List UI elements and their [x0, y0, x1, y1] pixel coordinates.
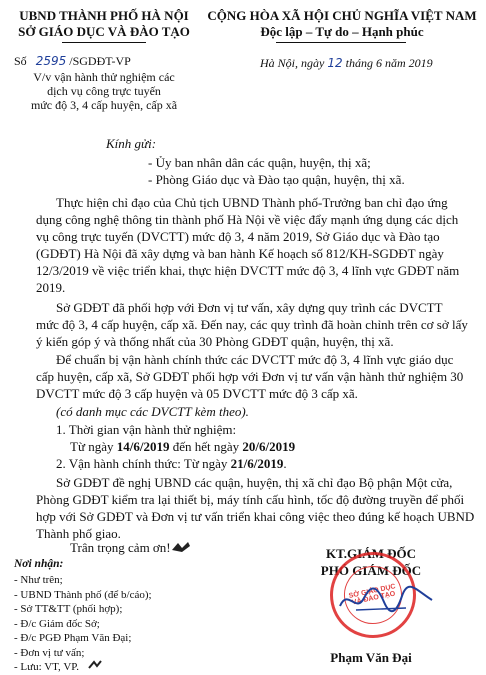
item-1-mid: đến hết ngày	[169, 439, 243, 454]
p4-line: Sở GDĐT đề nghị UBND các quận, huyện, thị xã chỉ đạo Bộ phận Một cửa,	[56, 475, 453, 490]
recipients-list-item: - Đ/c Giám đốc Sở;	[14, 617, 100, 630]
signer-name: Phạm Văn Đại	[330, 650, 412, 665]
p2-line: mức độ 3, 4 cấp huyện, cấp xã. Đến nay, các quy trình đã hoàn chỉnh trên cơ sở lấy	[36, 317, 468, 332]
paragraph-1	[36, 194, 472, 296]
number-handwritten: 2595	[35, 54, 67, 68]
issuer-authority: UBND THÀNH PHỐ HÀ NỘI	[19, 8, 189, 23]
subject-line-2: dịch vụ công trực tuyến	[47, 84, 161, 98]
closing-thanks: Trân trọng cảm ơn!	[70, 540, 171, 555]
handwritten-signature-icon	[336, 580, 436, 620]
paragraph-4	[36, 474, 475, 542]
date-prefix: Hà Nội, ngày	[260, 56, 325, 70]
p1-line: vụ công trực tuyến (DVCTT) mức độ 3, 4 năm 2019, Sở Giáo dục và Đào tạo	[36, 229, 440, 244]
attachment-note: (có danh mục các DVCTT kèm theo).	[56, 404, 249, 419]
ink-mark-icon	[88, 660, 102, 670]
nation-title: CỘNG HÒA XÃ HỘI CHỦ NGHĨA VIỆT NAM	[207, 8, 477, 23]
number-prefix: Số	[14, 54, 27, 68]
ink-mark-icon	[170, 540, 192, 554]
subject-line-3: mức độ 3, 4 cấp huyện, cấp xã	[30, 98, 178, 112]
item-1-pre: Từ ngày	[70, 439, 117, 454]
recipients-list-item: - UBND Thành phố (để b/cáo);	[14, 588, 152, 601]
recipient-2: - Phòng Giáo dục và Đào tạo quận, huyện, thị xã.	[148, 172, 405, 187]
p4-line: hợp với Sở GDĐT và Đơn vị tư vấn triển khai công việc theo đúng kế hoạch UBND	[36, 509, 475, 524]
motto-underline	[276, 42, 406, 43]
signature-title-2: PHÓ GIÁM ĐỐC	[320, 563, 422, 578]
recipients-list-title: Nơi nhận:	[14, 558, 64, 570]
recipients-list-item: - Đ/c PGĐ Phạm Văn Đại;	[14, 632, 132, 644]
issuer-underline	[62, 42, 146, 43]
recipients-list-item: - Đơn vị tư vấn;	[14, 646, 85, 659]
recipient-1: - Ủy ban nhân dân các quận, huyện, thị xã;	[148, 155, 371, 170]
nation-motto: Độc lập – Tự do – Hạnh phúc	[260, 24, 424, 39]
document-number	[14, 54, 131, 69]
date-day-handwritten: 12	[327, 56, 343, 70]
p2-line: Sở GDĐT đã phối hợp với Đơn vị tư vấn, xây dựng quy trình các DVCTT	[56, 300, 443, 315]
p1-line: 2019.	[36, 280, 66, 295]
item-1-to: 20/6/2019	[242, 439, 296, 454]
issuer-department: SỞ GIÁO DỤC VÀ ĐÀO TẠO	[18, 24, 190, 39]
p1-line: (GDĐT) Hà Nội đã xây dựng và ban hành Kế hoạch số 812/KH-SGDĐT ngày	[36, 246, 444, 261]
signature-title-1: KT.GIÁM ĐỐC	[325, 546, 417, 561]
item-2-date: 21/6/2019	[230, 456, 284, 471]
p3-line: Để chuẩn bị vận hành chính thức các DVCTT mức độ 3, 4 lĩnh vực giáo dục	[56, 352, 454, 367]
date-suffix: tháng 6 năm 2019	[345, 56, 433, 70]
recipients-list-item: - Sở TT&TT (phối hợp);	[14, 603, 123, 615]
seal-text: SỞ GIÁO DỤC VÀ ĐÀO TẠO	[339, 561, 408, 630]
recipients-list-item: - Như trên;	[14, 574, 63, 586]
subject-line-1: V/v vận hành thử nghiệm các	[33, 70, 175, 84]
item-1-title: 1. Thời gian vận hành thử nghiệm:	[56, 422, 237, 437]
item-2	[56, 456, 287, 472]
item-2-pre: 2. Vận hành chính thức: Từ ngày	[56, 456, 231, 471]
recipients-list	[14, 573, 152, 675]
p4-line: Phòng GDĐT kiểm tra lại thiết bị, máy tính cấu hình, tốc độ đường truyền để phối	[36, 492, 465, 507]
item-1-from: 14/6/2019	[116, 439, 170, 454]
issue-date	[260, 56, 433, 71]
recipients-list-item: - Lưu: VT, VP.	[14, 661, 79, 673]
p1-line: dụng công nghệ thông tin thành phố Hà Nội về việc đẩy mạnh ứng dụng các dịch	[36, 212, 459, 227]
p4-line: Thành phố giao.	[36, 526, 121, 541]
number-suffix: /SGDĐT-VP	[69, 54, 131, 68]
p1-line: Thực hiện chỉ đạo của Chủ tịch UBND Thành phố-Trưởng ban chỉ đạo ứng	[56, 195, 448, 210]
p3-line: cấp huyện, cấp xã, Sở GDĐT phối hợp với Đơn vị tư vấn vận hành thử nghiệm 30	[36, 369, 464, 384]
item-2-end: .	[283, 456, 287, 471]
p2-line: ý kiến góp ý và thống nhất của 30 Phòng GDĐT quận, huyện, thị xã.	[36, 334, 394, 349]
item-1-dates	[70, 439, 295, 455]
paragraph-3	[36, 351, 472, 402]
p3-line: DVCTT mức độ 3 cấp huyện và 05 DVCTT mức độ 3 cấp xã.	[36, 386, 358, 401]
recipients-label: Kính gửi:	[106, 136, 157, 151]
paragraph-2	[36, 299, 472, 350]
p1-line: 12/3/2019 về việc triển khai, thực hiện DVCTT mức độ 3, 4 lĩnh vực GDĐT năm	[36, 263, 460, 278]
